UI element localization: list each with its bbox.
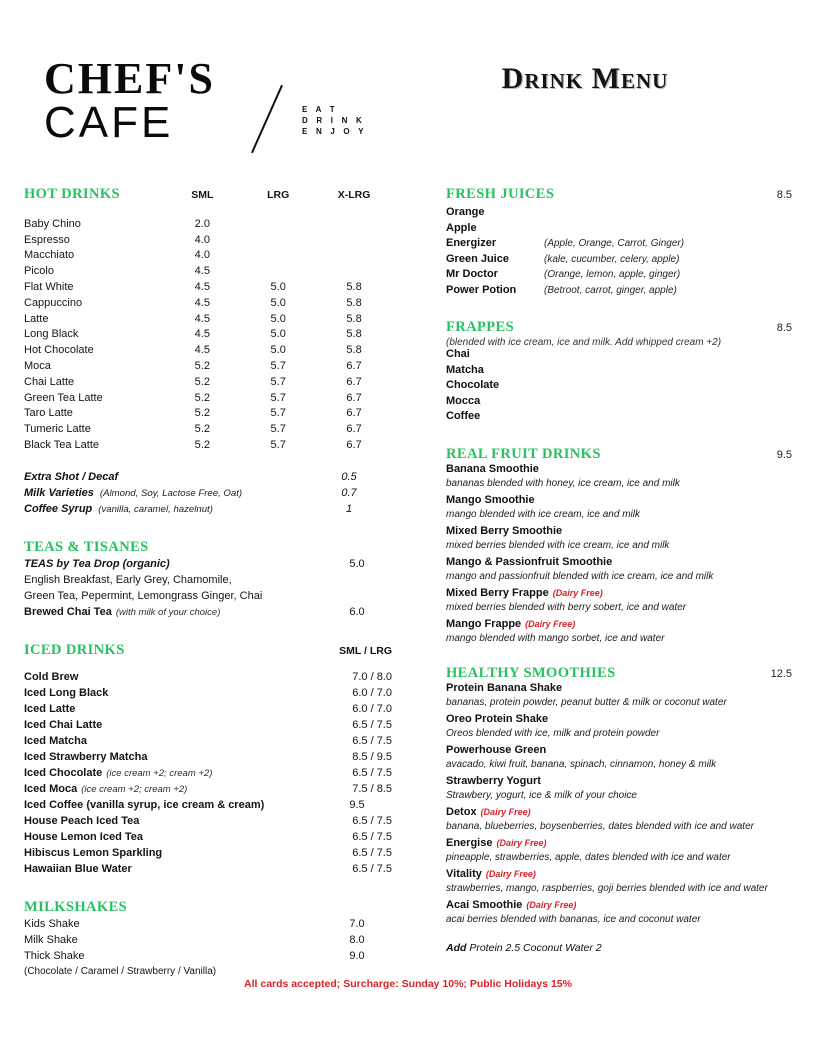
menu-row [24,687,392,703]
menu-row [24,297,392,313]
extra-name: Extra Shot / Decaf [24,470,119,483]
extra-row [24,471,392,487]
item-price: 5.0 [349,557,365,570]
column-header-xlrg: X-LRG [337,189,371,201]
menu-row [24,392,392,408]
frappes-header-row [446,319,814,336]
item-label: Strawberry Yogurt [446,774,541,787]
tagline-line1: E A T [302,105,338,114]
menu-row [446,222,814,238]
menu-row [24,439,392,455]
menu-row [24,863,392,879]
dairy-free-tag: (Dairy Free) [525,618,576,629]
menu-row [24,783,392,799]
item-name: House Lemon Iced Tea [24,830,143,843]
item-name: Macchiato [24,249,75,262]
item-note: (ice cream +2; cream +2) [106,767,213,779]
extra-note: (vanilla, caramel, hazelnut) [98,503,213,515]
price-sml: 4.5 [194,328,210,341]
menu-row [24,376,392,392]
price-xlrg: 6.7 [346,375,362,388]
item-price: 9.5 [349,798,365,811]
item-name: Mr Doctor [446,268,498,280]
dairy-free-tag: (Dairy Free) [496,837,547,848]
menu-row [24,407,392,423]
price-sml: 4.5 [194,344,210,357]
menu-row [24,719,392,735]
price-sml: 2.0 [194,217,210,230]
item-name: Tumeric Latte [24,423,91,436]
item-desc: mango blended with ice cream, ice and milk [446,509,640,520]
item-price: 6.5 / 7.5 [352,718,392,731]
item-name: Energizer [446,237,497,249]
section-fresh-juices [446,186,814,299]
item-note: (ice cream +2; cream +2) [81,783,188,795]
item-desc: banana, blueberries, boysenberries, dates blended with ice and water [446,821,754,832]
item-price: 6.5 / 7.5 [352,734,392,747]
section-title-teas: TEAS & TISANES [24,538,149,555]
column-header-lrg: LRG [267,189,290,201]
price-lrg: 5.0 [270,280,286,293]
item-name: Iced Moca [24,782,78,795]
item-name: Kids Shake [24,917,80,930]
item-desc: mango blended with mango sorbet, ice and water [446,633,665,644]
item-price: 7.5 / 8.5 [352,782,392,795]
menu-row [24,234,392,250]
item-name: Iced Chai Latte [24,718,103,731]
menu-row [24,558,392,574]
brand-tagline [302,104,367,137]
item-name: Orange [446,206,485,218]
healthy-smoothies-header-row [446,665,814,682]
item-price: 7.0 [349,917,365,930]
item-name [446,837,814,853]
item-name: Cold Brew [24,670,79,683]
item-name: Latte [24,312,49,325]
item-name: Espresso [24,233,70,246]
menu-row [24,934,392,950]
price-sml: 4.5 [194,265,210,278]
item-name: Chai [446,348,470,360]
footer-note: All cards accepted; Surcharge: Sunday 10%; Public Holidays 15% [244,978,572,990]
section-title-hot-drinks: HOT DRINKS [24,186,120,202]
item-label: Mango Smoothie [446,493,535,506]
price-xlrg: 5.8 [346,344,362,357]
section-frappes [446,319,814,426]
menu-row [24,249,392,265]
item-ingredients: (Apple, Orange, Carrot, Ginger) [544,238,685,249]
item-name: TEAS by Tea Drop (organic) [24,557,170,570]
item-price: 6.5 / 7.5 [352,766,392,779]
section-price-frappes: 8.5 [776,322,792,334]
price-xlrg: 5.8 [346,280,362,293]
section-milkshakes [24,899,392,982]
item-price: 7.0 / 8.0 [352,670,392,683]
item-label: Oreo Protein Shake [446,712,549,725]
section-price-healthy-smoothies: 12.5 [770,667,792,680]
item-label: Detox [446,805,477,818]
tagline-line3: E N J O Y [302,127,367,136]
item-label: Protein Banana Shake [446,681,563,694]
item-price: 9.0 [349,949,365,962]
add-ons-line [446,942,814,954]
item-name: Iced Coffee (vanilla syrup, ice cream & cream) [24,798,265,811]
item-ingredients: (Betroot, carrot, ginger, apple) [544,284,677,296]
section-iced-drinks [24,642,392,879]
iced-drinks-header-row [24,642,392,659]
menu-row [24,815,392,831]
item-name: Picolo [24,265,54,278]
item-desc: acai berries blended with bananas, ice and coconut water [446,914,701,925]
section-price-real-fruit-drinks: 9.5 [776,448,792,461]
milkshake-flavours: (Chocolate / Caramel / Strawberry / Vanilla) [24,965,217,977]
item-name: Cappuccino [24,296,83,309]
item-desc: mixed berries blended with ice cream, ice and milk [446,540,670,551]
item-price: 6.5 / 7.5 [352,846,392,859]
price-lrg: 5.7 [270,375,286,388]
item-name: Milk Shake [24,933,78,946]
menu-row [446,284,814,300]
item-name: Chocolate [446,379,500,391]
menu-row [24,799,392,815]
item-name: Baby Chino [24,217,81,230]
brand-name-line2: CAFE [44,98,174,147]
menu-row [446,253,814,269]
item-desc: avacado, kiwi fruit, banana, spinach, cinnamon, honey & milk [446,759,717,770]
item-name: Matcha [446,363,484,376]
item-name: Green Tea Latte [24,391,103,404]
menu-row [24,328,392,344]
price-lrg: 5.0 [270,312,286,325]
iced-drinks-list [24,671,392,879]
extra-name: Coffee Syrup [24,502,93,515]
item-label: Mixed Berry Smoothie [446,524,563,537]
price-xlrg: 6.7 [346,359,362,372]
item-price: 8.5 / 9.5 [352,750,392,763]
extra-row [24,503,392,519]
dairy-free-tag: (Dairy Free) [485,868,536,879]
section-price-fresh-juices: 8.5 [776,189,792,201]
price-sml: 5.2 [194,423,210,436]
price-xlrg: 6.7 [346,423,362,436]
item-name [446,556,814,572]
tea-flavour-line: English Breakfast, Early Grey, Chamomile, [24,573,232,586]
column-header-sml-lrg: SML / LRG [339,644,392,657]
item-name: Flat White [24,280,74,293]
item-name [446,463,814,479]
page-header [0,0,816,170]
item-price: 8.0 [349,933,365,946]
section-hot-drinks [24,186,392,519]
price-lrg: 5.0 [270,344,286,357]
menu-row [24,703,392,719]
price-xlrg: 6.7 [346,438,362,451]
extra-price: 0.5 [341,470,357,483]
item-name: Taro Latte [24,407,73,420]
item-name: Long Black [24,328,79,341]
left-column [24,186,392,982]
item-name: Hot Chocolate [24,344,94,357]
item-label: Mango Frappe [446,617,522,630]
menu-row [24,344,392,360]
price-lrg: 5.7 [270,423,286,436]
item-name: Iced Long Black [24,686,109,699]
page-title: Drink Menu [501,62,669,95]
dairy-free-tag: (Dairy Free) [526,899,577,910]
item-name: Hibiscus Lemon Sparkling [24,846,163,859]
item-name: Brewed Chai Tea [24,605,112,618]
menu-row [24,606,392,622]
item-desc: Oreos blended with ice, milk and protein powder [446,728,660,739]
item-name [446,868,814,884]
menu-row [24,767,392,783]
tea-flavour-line: Green Tea, Pepermint, Lemongrass Ginger, Chai [24,589,263,602]
item-name: Iced Strawberry Matcha [24,750,148,763]
item-name [446,618,814,634]
section-teas-tisanes [24,539,392,622]
price-sml: 4.0 [194,249,210,262]
item-price: 6.5 / 7.5 [352,814,392,827]
menu-row [24,218,392,234]
menu-row [24,671,392,687]
price-sml: 5.2 [194,359,210,372]
tagline-line2: D R I N K [302,116,366,125]
item-desc: strawberries, mango, raspberries, goji berries blended with ice and water [446,883,768,894]
item-name: Iced Matcha [24,734,87,747]
item-label: Energise [446,836,493,849]
menu-row [24,265,392,281]
item-name: Iced Chocolate [24,766,103,779]
price-xlrg: 5.8 [346,312,362,325]
item-name: House Peach Iced Tea [24,814,140,827]
item-price: 6.5 / 7.5 [352,862,392,875]
extra-name: Milk Varieties [24,486,94,499]
brand-name-line1: CHEF'S [44,54,215,103]
item-price: 6.0 / 7.0 [352,686,392,699]
menu-row [24,847,392,863]
item-desc: mango and passionfruit blended with ice cream, ice and milk [446,571,714,582]
price-sml: 5.2 [194,375,210,388]
item-name [446,682,814,698]
section-title-fresh-juices: FRESH JUICES [446,186,555,202]
item-name [446,775,814,791]
price-xlrg: 6.7 [346,391,362,404]
item-price: 6.0 [349,605,365,618]
section-title-healthy-smoothies: HEALTHY SMOOTHIES [446,664,616,681]
item-label: Mixed Berry Frappe [446,586,549,599]
item-name [446,744,814,760]
column-header-sml: SML [191,189,214,201]
item-label: Mango & Passionfruit Smoothie [446,555,613,568]
price-xlrg: 6.7 [346,407,362,420]
hot-drinks-list [24,218,392,455]
item-name: Mocca [446,394,481,407]
price-sml: 5.2 [194,391,210,404]
menu-row [24,360,392,376]
item-ingredients: (kale, cucumber, celery, apple) [544,253,680,265]
item-name: Hawaiian Blue Water [24,862,132,875]
fresh-juices-header-row [446,186,814,203]
item-ingredients: (Orange, lemon, apple, ginger) [544,269,681,280]
price-xlrg: 5.8 [346,296,362,309]
hot-drinks-header-row [24,186,392,202]
frappes-note: (blended with ice cream, ice and milk. Add whipped cream +2) [446,337,722,348]
item-name [446,587,814,603]
menu-row [24,950,392,966]
dairy-free-tag: (Dairy Free) [480,806,531,817]
section-title-real-fruit-drinks: REAL FRUIT DRINKS [446,445,601,462]
menu-row [24,751,392,767]
brand-logo [44,54,384,158]
add-label: Add [446,941,467,954]
price-lrg: 5.0 [270,296,286,309]
price-xlrg: 5.8 [346,328,362,341]
item-desc: Strawbery, yogurt, ice & milk of your choice [446,790,637,801]
extra-note: (Almond, Soy, Lactose Free, Oat) [99,487,243,499]
menu-row [446,237,814,253]
item-name: Iced Latte [24,702,76,715]
dairy-free-tag: (Dairy Free) [552,587,603,598]
add-options: Protein 2.5 Coconut Water 2 [469,941,602,954]
item-price: 6.5 / 7.5 [352,830,392,843]
item-note: (with milk of your choice) [115,606,221,618]
price-sml: 5.2 [194,407,210,420]
item-name: Coffee [446,410,481,422]
extra-price: 0.7 [341,486,357,499]
item-name: Thick Shake [24,949,85,962]
price-lrg: 5.0 [270,328,286,341]
price-sml: 4.5 [194,280,210,293]
menu-row [24,831,392,847]
price-sml: 4.0 [194,233,210,246]
menu-row [24,423,392,439]
price-sml: 4.5 [194,312,210,325]
item-price: 6.0 / 7.0 [352,702,392,715]
item-name [446,899,814,915]
item-name [446,713,814,729]
item-desc: bananas blended with honey, ice cream, ice and milk [446,478,680,489]
item-label: Banana Smoothie [446,462,539,475]
menu-row [446,268,814,284]
price-lrg: 5.7 [270,359,286,372]
item-name: Chai Latte [24,375,75,388]
menu-row [24,313,392,329]
price-sml: 4.5 [194,296,210,309]
price-lrg: 5.7 [270,407,286,420]
section-title-iced-drinks: ICED DRINKS [24,641,125,658]
section-title-frappes: FRAPPES [446,319,515,335]
item-name: Moca [24,359,51,372]
extra-price: 1 [345,502,353,515]
item-desc: mixed berries blended with berry sobert, ice and water [446,602,687,613]
section-real-fruit-drinks [446,446,814,649]
menu-row [446,206,814,222]
price-sml: 5.2 [194,438,210,451]
item-name [446,494,814,510]
price-lrg: 5.7 [270,438,286,451]
section-healthy-smoothies [446,665,814,954]
section-title-milkshakes: MILKSHAKES [24,898,128,915]
item-name: Apple [446,221,477,234]
item-label: Powerhouse Green [446,743,547,756]
item-label: Vitality [446,867,482,880]
real-fruit-drinks-header-row [446,446,814,463]
right-column [446,186,814,954]
item-name: Black Tea Latte [24,438,100,451]
item-name [446,525,814,541]
menu-row [24,281,392,297]
item-name: Green Juice [446,252,509,265]
item-label: Acai Smoothie [446,898,523,911]
price-lrg: 5.7 [270,391,286,404]
item-desc: bananas, protein powder, peanut butter & milk or coconut water [446,697,727,708]
menu-row [24,918,392,934]
item-desc: pineapple, strawberries, apple, dates blended with ice and water [446,852,731,863]
menu-row [24,735,392,751]
item-name: Power Potion [446,283,517,296]
extra-row [24,487,392,503]
item-name [446,806,814,822]
